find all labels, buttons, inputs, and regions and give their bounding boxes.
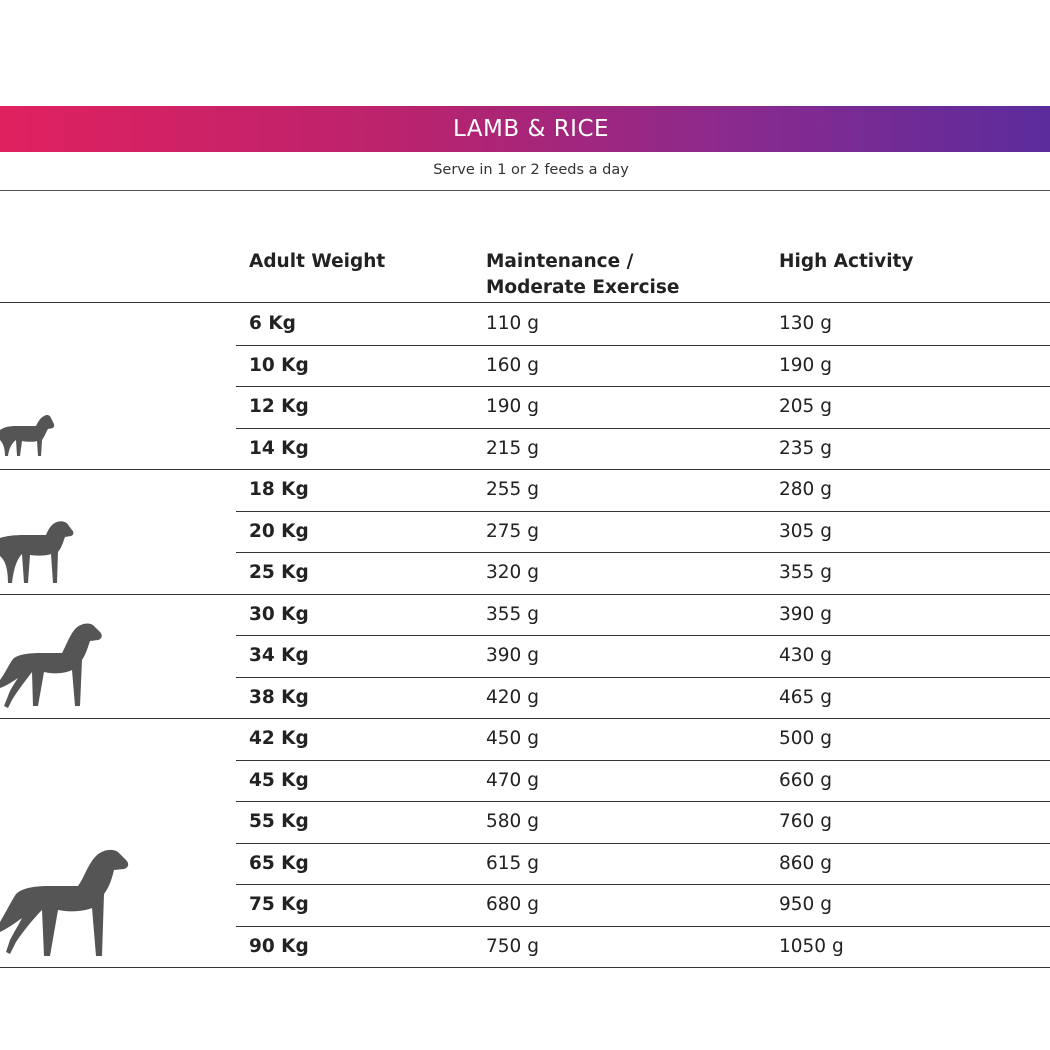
table-row bbox=[0, 552, 1050, 594]
maintenance-cell: 615 g bbox=[486, 852, 539, 874]
maintenance-cell: 255 g bbox=[486, 479, 539, 500]
large-dog-icon bbox=[0, 620, 105, 714]
weight-cell: 75 Kg bbox=[249, 894, 309, 915]
header-adult-weight: Adult Weight bbox=[249, 251, 386, 272]
maintenance-cell: 275 g bbox=[486, 520, 539, 542]
maintenance-cell: 420 g bbox=[486, 686, 539, 708]
header-maintenance-line1: Maintenance / bbox=[486, 251, 634, 272]
high-activity-cell: 280 g bbox=[779, 479, 832, 500]
weight-cell: 10 Kg bbox=[249, 354, 309, 376]
weight-cell: 20 Kg bbox=[249, 520, 309, 542]
high-activity-cell: 465 g bbox=[779, 686, 832, 708]
weight-cell: 38 Kg bbox=[249, 686, 309, 708]
weight-cell: 55 Kg bbox=[249, 811, 309, 832]
subtitle: Serve in 1 or 2 feeds a day bbox=[433, 162, 629, 178]
giant-dog-icon bbox=[0, 846, 132, 962]
high-activity-cell: 205 g bbox=[779, 396, 832, 417]
table-row bbox=[0, 345, 1050, 387]
maintenance-cell: 320 g bbox=[486, 562, 539, 583]
maintenance-cell: 450 g bbox=[486, 728, 539, 749]
row-divider bbox=[0, 967, 1050, 968]
maintenance-cell: 160 g bbox=[486, 354, 539, 376]
header-maintenance bbox=[486, 249, 746, 301]
table-row bbox=[0, 428, 1050, 470]
table-row bbox=[0, 635, 1050, 677]
page-title: LAMB & RICE bbox=[452, 116, 610, 142]
table-row bbox=[0, 926, 1050, 968]
high-activity-cell: 130 g bbox=[779, 313, 832, 334]
weight-cell: 90 Kg bbox=[249, 935, 309, 957]
high-activity-cell: 760 g bbox=[779, 811, 832, 832]
weight-cell: 30 Kg bbox=[249, 603, 309, 625]
maintenance-cell: 355 g bbox=[486, 603, 539, 625]
medium-dog-icon bbox=[0, 516, 80, 590]
weight-cell: 65 Kg bbox=[249, 852, 309, 874]
table-row bbox=[0, 594, 1050, 636]
high-activity-cell: 430 g bbox=[779, 645, 832, 666]
divider bbox=[0, 190, 1050, 191]
high-activity-cell: 190 g bbox=[779, 354, 832, 376]
high-activity-cell: 660 g bbox=[779, 769, 832, 791]
high-activity-cell: 500 g bbox=[779, 728, 832, 749]
weight-cell: 18 Kg bbox=[249, 479, 309, 500]
high-activity-cell: 305 g bbox=[779, 520, 832, 542]
table-row bbox=[0, 677, 1050, 719]
maintenance-cell: 110 g bbox=[486, 313, 539, 334]
header-high-activity: High Activity bbox=[779, 251, 914, 272]
high-activity-cell: 235 g bbox=[779, 437, 832, 459]
maintenance-cell: 580 g bbox=[486, 811, 539, 832]
table-row bbox=[0, 843, 1050, 885]
table-row bbox=[0, 884, 1050, 926]
table-row bbox=[0, 511, 1050, 553]
weight-cell: 14 Kg bbox=[249, 437, 309, 459]
maintenance-cell: 390 g bbox=[486, 645, 539, 666]
maintenance-cell: 470 g bbox=[486, 769, 539, 791]
high-activity-cell: 390 g bbox=[779, 603, 832, 625]
header-maintenance-line2: Moderate Exercise bbox=[486, 277, 680, 298]
table-row bbox=[0, 386, 1050, 428]
high-activity-cell: 355 g bbox=[779, 562, 832, 583]
weight-cell: 12 Kg bbox=[249, 396, 309, 417]
high-activity-cell: 1050 g bbox=[779, 935, 844, 957]
weight-cell: 45 Kg bbox=[249, 769, 309, 791]
small-dog-icon bbox=[0, 410, 60, 466]
weight-cell: 6 Kg bbox=[249, 313, 296, 334]
maintenance-cell: 215 g bbox=[486, 437, 539, 459]
table-row bbox=[0, 760, 1050, 802]
high-activity-cell: 950 g bbox=[779, 894, 832, 915]
title-banner bbox=[0, 106, 1050, 152]
maintenance-cell: 190 g bbox=[486, 396, 539, 417]
maintenance-cell: 750 g bbox=[486, 935, 539, 957]
table-row bbox=[0, 801, 1050, 843]
maintenance-cell: 680 g bbox=[486, 894, 539, 915]
table-row bbox=[0, 718, 1050, 760]
table-row bbox=[0, 303, 1050, 345]
table-row bbox=[0, 469, 1050, 511]
high-activity-cell: 860 g bbox=[779, 852, 832, 874]
weight-cell: 42 Kg bbox=[249, 728, 309, 749]
weight-cell: 34 Kg bbox=[249, 645, 309, 666]
weight-cell: 25 Kg bbox=[249, 562, 309, 583]
